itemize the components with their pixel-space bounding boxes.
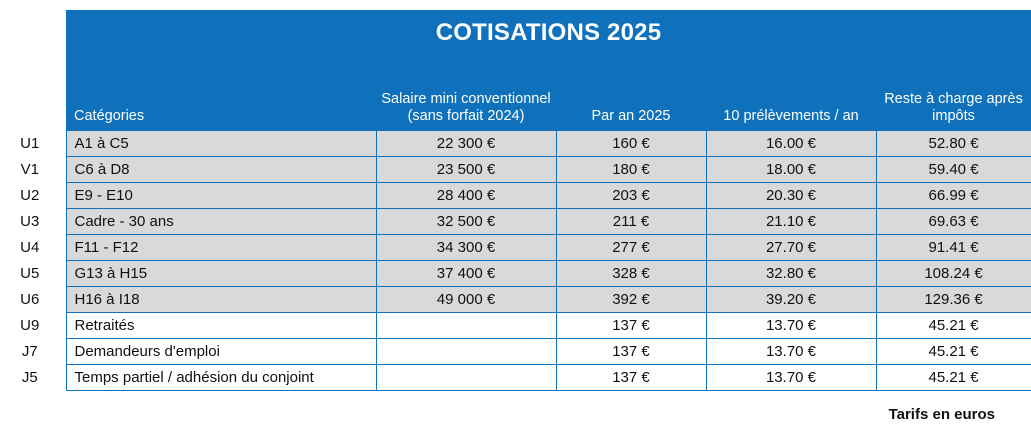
cell-prelevements: 16.00 € <box>706 131 876 157</box>
cell-reste-a-charge: 45.21 € <box>876 339 1031 365</box>
cell-par-an: 211 € <box>556 209 706 235</box>
cell-salaire-mini: 22 300 € <box>376 131 556 157</box>
cotisations-table <box>0 10 1031 391</box>
header-categories: Catégories <box>66 56 376 131</box>
cell-prelevements: 39.20 € <box>706 287 876 313</box>
cell-prelevements: 21.10 € <box>706 209 876 235</box>
row-code: U9 <box>0 313 66 339</box>
table-row <box>0 261 1031 287</box>
table-header <box>0 10 1031 131</box>
cell-prelevements: 20.30 € <box>706 183 876 209</box>
title-spacer <box>0 10 66 56</box>
header-salaire-mini: Salaire mini conventionnel (sans forfait 2024) <box>376 56 556 131</box>
cell-reste-a-charge: 59.40 € <box>876 157 1031 183</box>
cell-salaire-mini: 34 300 € <box>376 235 556 261</box>
row-code: U4 <box>0 235 66 261</box>
table-row <box>0 209 1031 235</box>
header-prelevements: 10 prélèvements / an <box>706 56 876 131</box>
table-row <box>0 313 1031 339</box>
row-code: U1 <box>0 131 66 157</box>
cell-prelevements: 27.70 € <box>706 235 876 261</box>
table-row <box>0 157 1031 183</box>
cell-par-an: 203 € <box>556 183 706 209</box>
cell-prelevements: 32.80 € <box>706 261 876 287</box>
cell-par-an: 137 € <box>556 313 706 339</box>
cell-reste-a-charge: 52.80 € <box>876 131 1031 157</box>
cell-salaire-mini: 49 000 € <box>376 287 556 313</box>
cell-reste-a-charge: 129.36 € <box>876 287 1031 313</box>
cell-salaire-mini: 28 400 € <box>376 183 556 209</box>
cell-par-an: 328 € <box>556 261 706 287</box>
footnote: Tarifs en euros <box>888 406 995 423</box>
table-row <box>0 183 1031 209</box>
row-code: J7 <box>0 339 66 365</box>
cell-salaire-mini: 32 500 € <box>376 209 556 235</box>
row-code: U2 <box>0 183 66 209</box>
cell-category: Cadre - 30 ans <box>66 209 376 235</box>
row-code: U6 <box>0 287 66 313</box>
cell-salaire-mini: 37 400 € <box>376 261 556 287</box>
header-par-an: Par an 2025 <box>556 56 706 131</box>
cell-salaire-mini <box>376 313 556 339</box>
cell-prelevements: 13.70 € <box>706 339 876 365</box>
cell-par-an: 137 € <box>556 365 706 391</box>
cell-par-an: 277 € <box>556 235 706 261</box>
cell-salaire-mini: 23 500 € <box>376 157 556 183</box>
cell-category: E9 - E10 <box>66 183 376 209</box>
cell-salaire-mini <box>376 365 556 391</box>
page-title: COTISATIONS 2025 <box>66 10 1031 56</box>
table-row <box>0 131 1031 157</box>
cell-par-an: 160 € <box>556 131 706 157</box>
cell-reste-a-charge: 66.99 € <box>876 183 1031 209</box>
cell-category: Retraités <box>66 313 376 339</box>
cell-prelevements: 13.70 € <box>706 365 876 391</box>
cell-category: H16 à I18 <box>66 287 376 313</box>
table-row <box>0 339 1031 365</box>
cell-par-an: 180 € <box>556 157 706 183</box>
cell-category: Demandeurs d'emploi <box>66 339 376 365</box>
row-code: J5 <box>0 365 66 391</box>
cell-category: G13 à H15 <box>66 261 376 287</box>
cell-salaire-mini <box>376 339 556 365</box>
header-reste-a-charge: Reste à charge après impôts <box>876 56 1031 131</box>
cell-prelevements: 18.00 € <box>706 157 876 183</box>
row-code: V1 <box>0 157 66 183</box>
cell-reste-a-charge: 69.63 € <box>876 209 1031 235</box>
header-code-spacer <box>0 56 66 131</box>
table-body <box>0 131 1031 391</box>
row-code: U5 <box>0 261 66 287</box>
cell-prelevements: 13.70 € <box>706 313 876 339</box>
cell-reste-a-charge: 45.21 € <box>876 365 1031 391</box>
title-row <box>0 10 1031 56</box>
cell-category: C6 à D8 <box>66 157 376 183</box>
cell-par-an: 137 € <box>556 339 706 365</box>
table-row <box>0 287 1031 313</box>
cotisations-table-wrapper <box>0 10 1031 391</box>
table-row <box>0 235 1031 261</box>
row-code: U3 <box>0 209 66 235</box>
cell-par-an: 392 € <box>556 287 706 313</box>
cell-reste-a-charge: 45.21 € <box>876 313 1031 339</box>
table-row <box>0 365 1031 391</box>
cell-category: A1 à C5 <box>66 131 376 157</box>
cell-reste-a-charge: 91.41 € <box>876 235 1031 261</box>
cell-reste-a-charge: 108.24 € <box>876 261 1031 287</box>
cell-category: F11 - F12 <box>66 235 376 261</box>
cell-category: Temps partiel / adhésion du conjoint <box>66 365 376 391</box>
column-headers-row <box>0 56 1031 131</box>
